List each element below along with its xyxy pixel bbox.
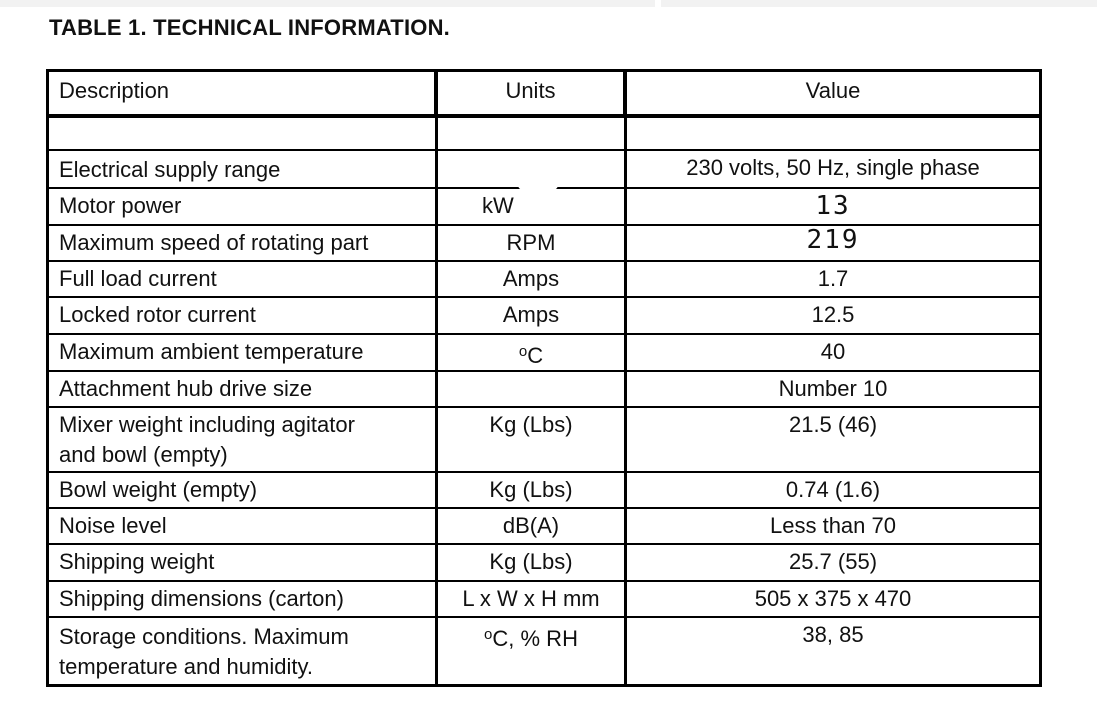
header-value: Value xyxy=(805,78,861,103)
row-description: Shipping dimensions (carton) xyxy=(49,582,438,616)
row-units: L x W x H mm xyxy=(438,582,627,616)
degree-superscript: o xyxy=(484,626,493,643)
row-value: 12.5 xyxy=(811,302,855,327)
table-row xyxy=(49,471,1039,507)
row-description: Maximum ambient temperature xyxy=(49,335,438,370)
header-units: Units xyxy=(438,72,627,114)
row-description xyxy=(49,118,438,149)
row-value-handwritten: 219 xyxy=(806,226,860,255)
table-row xyxy=(49,187,1039,224)
row-units: kW xyxy=(438,189,627,224)
row-description: Maximum speed of rotating part xyxy=(49,226,438,260)
table-row xyxy=(49,296,1039,333)
row-value: 21.5 (46) xyxy=(788,412,878,437)
row-description: Noise level xyxy=(49,509,438,543)
units-celsius-rh: C, % RH xyxy=(492,626,578,651)
top-edge-gap xyxy=(655,0,661,7)
row-description-line1: Storage conditions. Maximum xyxy=(59,624,349,649)
table-row xyxy=(49,406,1039,471)
top-edge-line xyxy=(0,0,1097,7)
technical-information-table xyxy=(46,69,1042,687)
row-value: 1.7 xyxy=(817,266,849,291)
table-row xyxy=(49,260,1039,296)
table-row xyxy=(49,616,1039,684)
row-units xyxy=(438,118,627,149)
row-description xyxy=(49,618,438,684)
row-value: 230 volts, 50 Hz, single phase xyxy=(686,155,980,180)
row-description-line2: temperature and humidity. xyxy=(59,654,313,679)
row-units: dB(A) xyxy=(438,509,627,543)
row-description: Attachment hub drive size xyxy=(49,372,438,406)
row-units: Kg (Lbs) xyxy=(438,408,627,471)
row-value: Less than 70 xyxy=(770,513,896,538)
row-description-line1: Mixer weight including agitator xyxy=(59,412,355,437)
header-description: Description xyxy=(49,72,438,114)
row-description: Locked rotor current xyxy=(49,298,438,333)
table-row xyxy=(49,580,1039,616)
table-row xyxy=(49,224,1039,260)
row-value: 25.7 (55) xyxy=(788,549,878,574)
row-value: 505 x 375 x 470 xyxy=(754,586,912,611)
row-description-line2: and bowl (empty) xyxy=(59,442,228,467)
row-description: Full load current xyxy=(49,262,438,296)
row-value xyxy=(627,118,1039,149)
row-units: RPM xyxy=(438,226,627,260)
table-row xyxy=(49,114,1039,149)
row-units xyxy=(438,372,627,406)
row-units: Amps xyxy=(438,262,627,296)
row-value: 0.74 (1.6) xyxy=(785,477,881,502)
row-units: Kg (Lbs) xyxy=(438,473,627,507)
row-description: Electrical supply range xyxy=(49,151,438,187)
table-row xyxy=(49,370,1039,406)
table-row xyxy=(49,543,1039,580)
row-units: Amps xyxy=(438,298,627,333)
degree-superscript: o xyxy=(518,343,528,360)
row-description: Motor power xyxy=(49,189,438,224)
row-units xyxy=(438,335,627,370)
units-celsius: C xyxy=(527,343,544,368)
row-description: Bowl weight (empty) xyxy=(49,473,438,507)
table-title: TABLE 1. TECHNICAL INFORMATION. xyxy=(49,15,450,40)
correction-mark xyxy=(518,180,558,190)
row-value: Number 10 xyxy=(778,376,888,401)
row-description: Shipping weight xyxy=(49,545,438,580)
table-row xyxy=(49,507,1039,543)
table-row xyxy=(49,333,1039,370)
row-description xyxy=(49,408,438,471)
row-units xyxy=(438,618,627,684)
row-value-handwritten: 13 xyxy=(815,191,851,221)
table-header-row xyxy=(49,72,1039,114)
row-value: 38, 85 xyxy=(802,622,864,647)
row-value: 40 xyxy=(820,339,846,364)
row-units: Kg (Lbs) xyxy=(438,545,627,580)
